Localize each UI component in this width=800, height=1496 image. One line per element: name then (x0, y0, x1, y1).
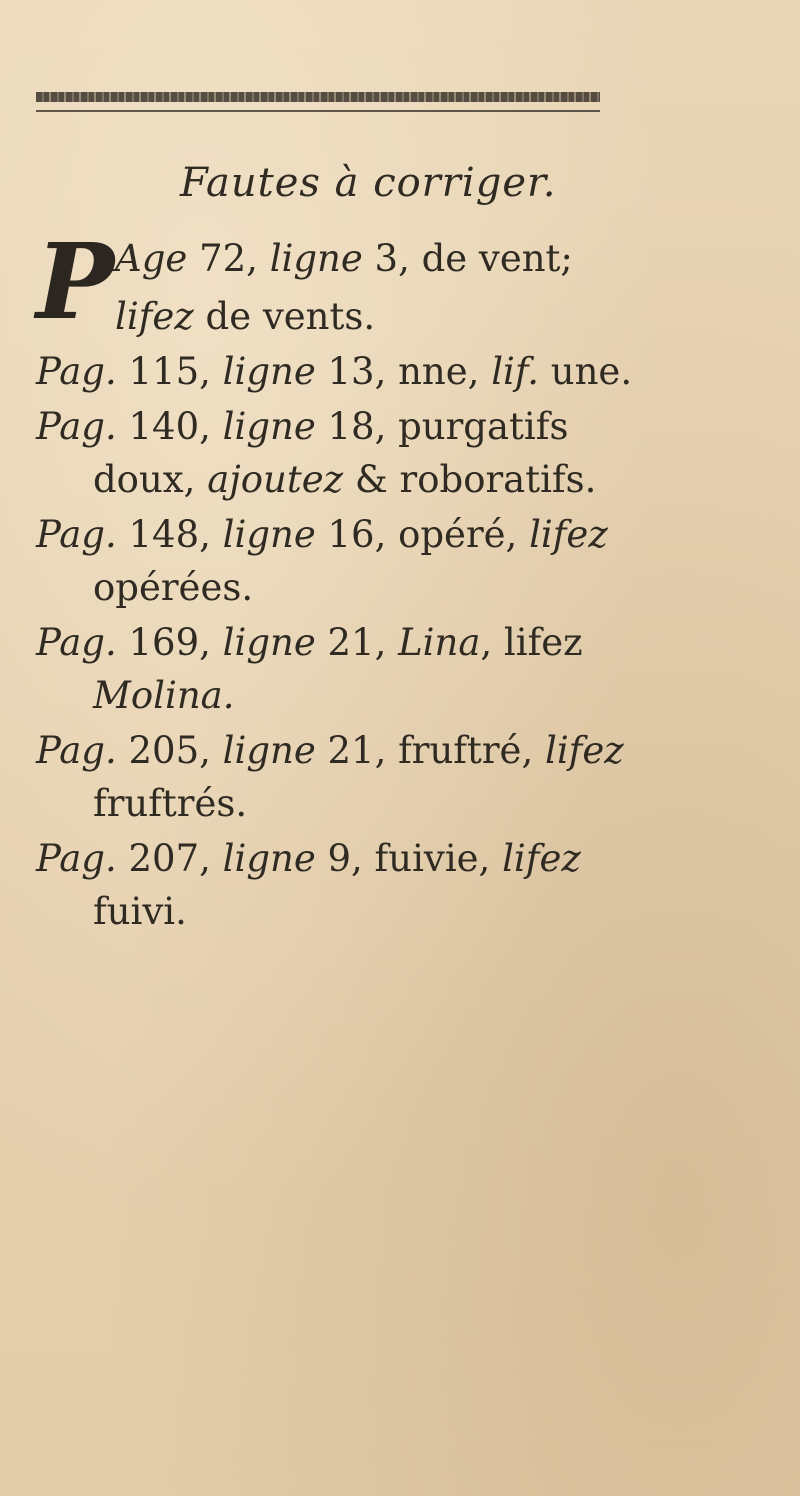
drop-cap: P (36, 220, 115, 343)
errata-entry-text: Age 72, ligne 3, de vent; (115, 237, 573, 280)
page-title: Fautes à corriger. (180, 160, 557, 206)
errata-entry-continuation: fruftrés. (93, 782, 248, 825)
errata-entry-line: Pag. 205, ligne 21, fruftré, lifez (36, 729, 624, 772)
ornamental-band (36, 92, 600, 102)
errata-entry-1 (36, 220, 776, 343)
errata-entry-line: Pag. 148, ligne 16, opéré, lifez (36, 513, 608, 556)
errata-entry-2 (36, 345, 776, 398)
errata-entry-4 (36, 508, 776, 614)
errata-entry-continuation: Molina. (93, 674, 235, 717)
errata-entry-line: Pag. 115, ligne 13, nne, lif. une. (36, 350, 633, 393)
errata-entry-3 (36, 400, 776, 506)
errata-entry-continuation: fuivi. (93, 890, 187, 933)
header-rule (36, 110, 600, 112)
errata-entry-continuation: doux, ajoutez & roboratifs. (93, 458, 597, 501)
errata-entry-continuation: lifez de vents. (115, 295, 376, 338)
errata-entry-line: Pag. 169, ligne 21, Lina, lifez (36, 621, 583, 664)
errata-entry-line: Pag. 207, ligne 9, fuivie, lifez (36, 837, 581, 880)
errata-list (36, 220, 776, 940)
errata-entry-7 (36, 832, 776, 938)
errata-entry-continuation: opérées. (93, 566, 254, 609)
errata-entry-line: Pag. 140, ligne 18, purgatifs (36, 405, 569, 448)
errata-entry-6 (36, 724, 776, 830)
errata-entry-5 (36, 616, 776, 722)
